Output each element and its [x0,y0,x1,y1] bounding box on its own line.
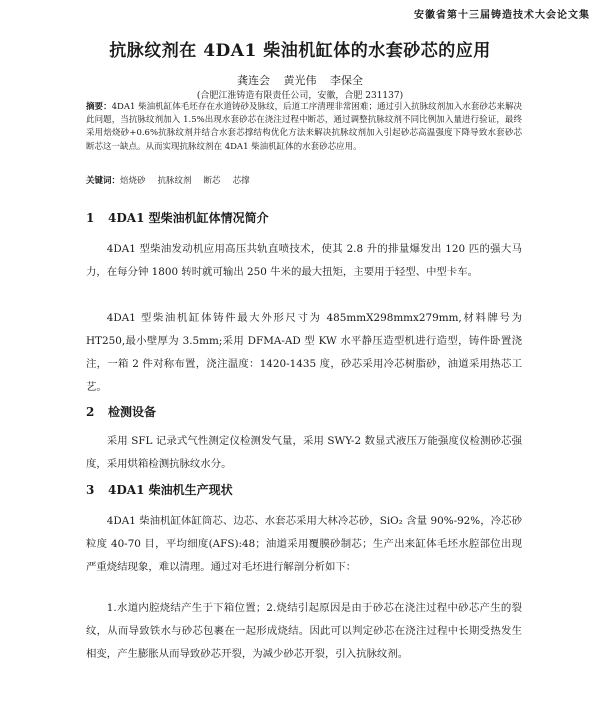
paper-title: 抗脉纹剂在 4DA1 柴油机缸体的水套砂芯的应用 [109,41,491,61]
section-number: 1 [86,211,95,225]
abstract-text: 4DA1 柴油机缸体毛坯存在水道铸砂及脉纹，后道工序清理非常困难；通过引入抗脉纹剂加入水套砂芯来解决此问题，当抗脉纹剂加入 1.5%出现水套砂芯在浇注过程中断芯，通过调整抗脉纹剂不同比例加入量进行验证，最终采用焙烧砂+0.6%抗脉纹剂并结合水套芯撑结构优化方法来解决抗脉纹剂加入引起砂芯高温强度下降导致水套砂芯断芯这一缺点。从而实现抗脉纹剂在 4DA1 柴油机缸体的水套砂芯应用。 [86,102,522,152]
body-paragraph: 4DA1 型柴油机缸体铸件最大外形尺寸为 485mmX298mmx279mm,材料牌号为HT250,最小壁厚为 3.5mm;采用 DFMA-AD 型 KW 水平静压造型机进行造型，铸件卧置浇注，一箱 2 件对称布置，浇注温度：1420-1435 度，砂芯采用冷芯树脂砂，油道采用热芯工艺。 [86,312,522,393]
abstract [86,101,522,154]
section-number: 3 [86,483,95,497]
body-paragraph: 1.水道内腔烧结产生于下箱位置；2.烧结引起原因是由于砂芯在浇注过程中砂芯产生的裂纹，从而导致铁水与砂芯包裹在一起形成烧结。因此可以判定砂芯在浇注过程中长期受热发生相变，产生膨胀从而导致砂芯开裂，为减少砂芯开裂，引入抗脉纹剂。 [86,602,522,660]
keywords-label: 关键词： [86,176,121,186]
keyword-item: 抗脉纹剂 [157,176,192,186]
body-paragraph: 4DA1 型柴油发动机应用高压共轨直喷技术，使其 2.8 升的排量爆发出 120 匹的强大马力，在每分钟 1800 转时就可输出 250 牛米的最大扭矩，主要用于轻型、中型卡车。 [86,243,522,278]
section-heading [86,481,233,498]
section-number: 2 [86,405,95,419]
keyword-item: 芯撑 [232,176,250,186]
keywords [86,175,522,188]
author-list: 龚连会 黄光伟 李保全 [237,74,363,87]
keyword-item: 焙烧砂 [120,176,146,186]
section-title: 检测设备 [108,405,157,419]
affiliation: (合肥江淮铸造有限责任公司，安徽，合肥 231137) [196,91,404,101]
abstract-label: 摘要： [86,102,112,112]
section-title: 4DA1 型柴油机缸体情况简介 [108,211,269,225]
body-paragraph: 4DA1 柴油机缸体缸筒芯、边芯、水套芯采用大林冷芯砂，SiO₂ 含量 90%-92%，冷芯砂粒度 40-70 目，平均细度(AFS):48；油道采用覆膜砂制芯；生产出来缸体毛坯水腔部位出现严重烧结现象，难以清理。通过对毛坯进行解剖分析如下： [86,515,522,573]
section-heading [86,403,156,420]
body-paragraph: 采用 SFL 记录式气性测定仪检测发气量，采用 SWY-2 数显式液压万能强度仪检测砂芯强度，采用烘箱检测抗脉纹水分。 [86,435,522,470]
running-header: 安徽省第十三届铸造技术大会论文集 [414,10,590,21]
section-heading [86,209,269,226]
section-title: 4DA1 柴油机生产现状 [108,483,233,497]
keyword-item: 断芯 [203,176,221,186]
